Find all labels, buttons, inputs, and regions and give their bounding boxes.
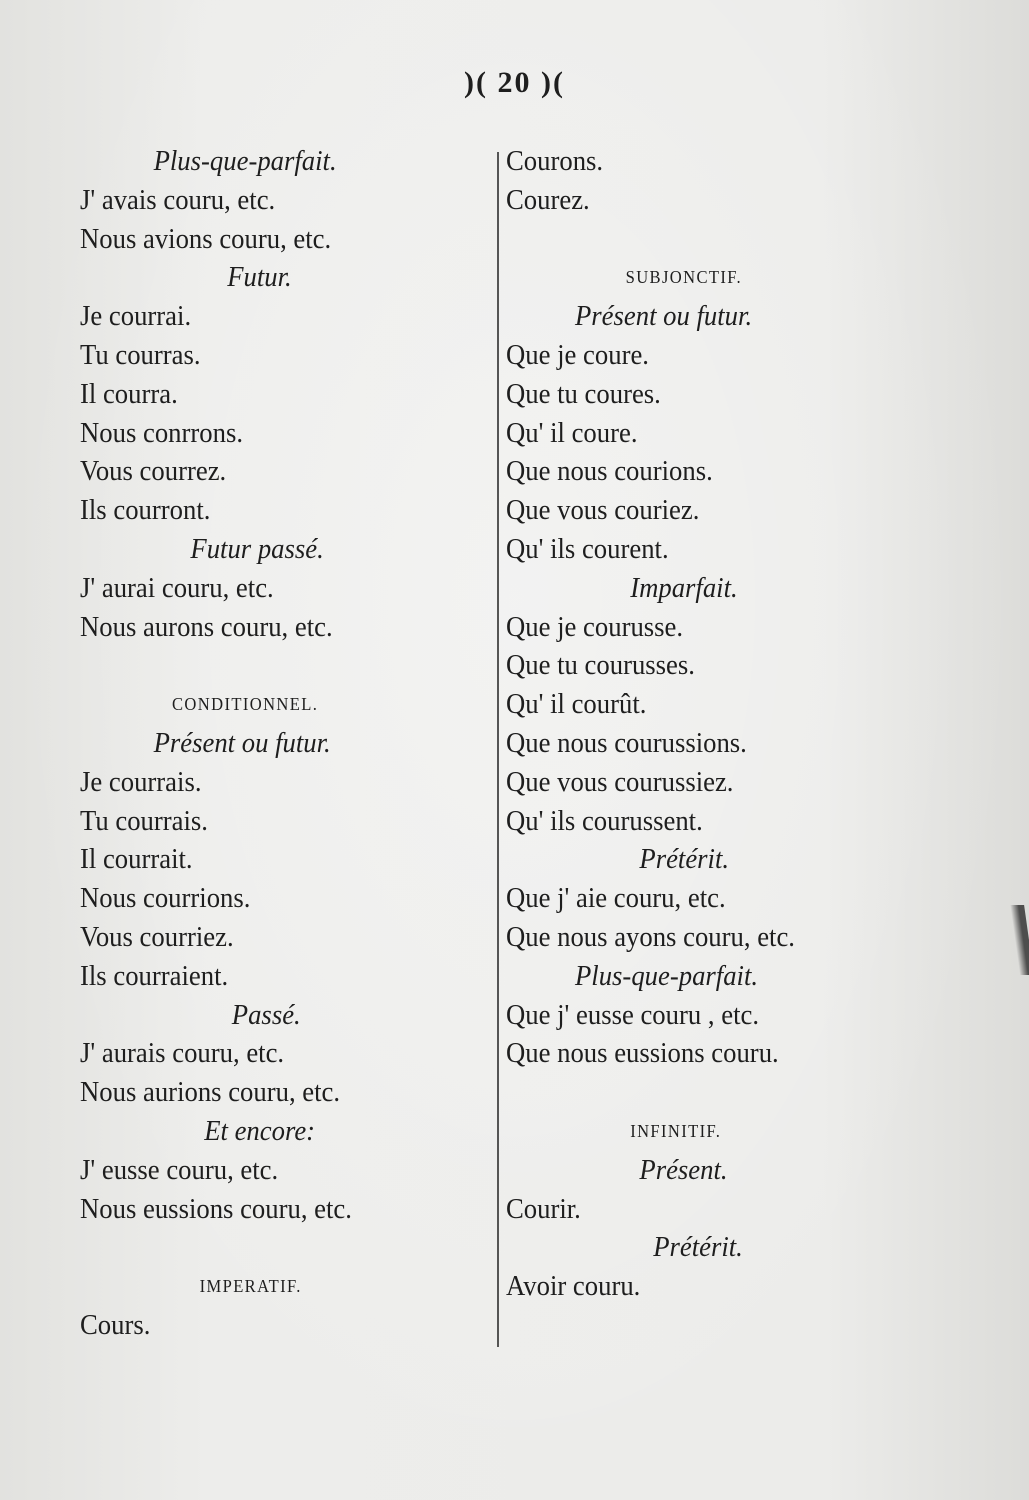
conjugation-line: J' avais couru, etc. (80, 183, 276, 216)
mood-title: IMPERATIF. (199, 1276, 302, 1297)
section-heading: Passé. (231, 998, 301, 1031)
section-heading: Présent ou futur. (575, 300, 753, 333)
section-heading: Présent. (639, 1153, 728, 1186)
conjugation-line: Que tu courusses. (506, 649, 695, 682)
conjugation-line: Avoir couru. (506, 1270, 641, 1303)
conjugation-line: Cours. (80, 1308, 151, 1341)
conjugation-line: Que je coure. (506, 338, 649, 371)
conjugation-line: Qu' il courût. (506, 688, 647, 721)
column-divider (497, 152, 499, 1347)
conjugation-line: Qu' il coure. (506, 416, 638, 449)
section-heading: Prétérit. (639, 843, 730, 876)
conjugation-line: Que j' aie couru, etc. (506, 882, 726, 915)
section-heading: Plus-que-parfait. (153, 145, 337, 177)
conjugation-line: Que vous couriez. (506, 494, 700, 527)
conjugation-line: Que nous ayons couru, etc. (506, 920, 795, 953)
conjugation-line: Nous avions couru, etc. (80, 222, 332, 255)
conjugation-line: Courir. (506, 1192, 581, 1225)
blank-line (506, 220, 911, 259)
conjugation-line: Courons. (506, 145, 604, 177)
conjugation-line: Nous conrrons. (80, 416, 244, 449)
conjugation-line: Tu courras. (80, 338, 201, 371)
mood-title: CONDITIONNEL. (172, 694, 319, 715)
conjugation-line: Nous eussions couru, etc. (80, 1192, 352, 1225)
section-heading: Plus-que-parfait. (575, 959, 759, 992)
conjugation-line: J' eusse couru, etc. (80, 1153, 279, 1186)
section-heading: Futur passé. (190, 532, 324, 565)
conjugation-line: Nous aurons couru, etc. (80, 610, 333, 643)
conjugation-line: Que nous courions. (506, 455, 713, 488)
conjugation-line: Ils courront. (80, 494, 211, 527)
mood-title: INFINITIF. (630, 1120, 722, 1141)
edge-ink-mark (1010, 905, 1029, 975)
blank-line (80, 646, 485, 685)
conjugation-line: Nous courrions. (80, 882, 251, 915)
conjugation-line: Vous courriez. (80, 920, 234, 953)
section-heading: Imparfait. (630, 571, 738, 604)
conjugation-line: Il courrait. (80, 843, 193, 876)
conjugation-line: Vous courrez. (80, 455, 227, 488)
section-heading: Présent ou futur. (153, 726, 331, 759)
mood-title: SUBJONCTIF. (625, 267, 743, 288)
conjugation-line: Que tu coures. (506, 377, 661, 410)
conjugation-line: Qu' ils courent. (506, 532, 669, 565)
conjugation-line: J' aurai couru, etc. (80, 571, 274, 604)
section-heading: Futur. (227, 261, 292, 294)
conjugation-line: Qu' ils courussent. (506, 804, 703, 837)
conjugation-line: Ils courraient. (80, 959, 229, 992)
conjugation-line: Que nous courussions. (506, 726, 747, 759)
conjugation-line: Que je courusse. (506, 610, 684, 643)
conjugation-line: Il courra. (80, 377, 178, 410)
left-column (80, 142, 485, 1345)
conjugation-line: Que j' eusse couru , etc. (506, 998, 759, 1031)
conjugation-line: Courez. (506, 183, 590, 216)
conjugation-line: J' aurais couru, etc. (80, 1037, 285, 1070)
blank-line (506, 1073, 911, 1112)
conjugation-line: Je courrai. (80, 300, 192, 333)
section-heading: Et encore: (204, 1114, 316, 1147)
conjugation-line: Je courrais. (80, 765, 202, 798)
conjugation-line: Que vous courussiez. (506, 765, 734, 798)
conjugation-line: Nous aurions couru, etc. (80, 1076, 341, 1109)
conjugation-line: Que nous eussions couru. (506, 1037, 779, 1070)
right-column (506, 142, 911, 1306)
page-number: )( 20 )( (464, 66, 565, 99)
section-heading: Prétérit. (653, 1231, 743, 1264)
conjugation-line: Tu courrais. (80, 804, 208, 837)
blank-line (80, 1228, 485, 1267)
